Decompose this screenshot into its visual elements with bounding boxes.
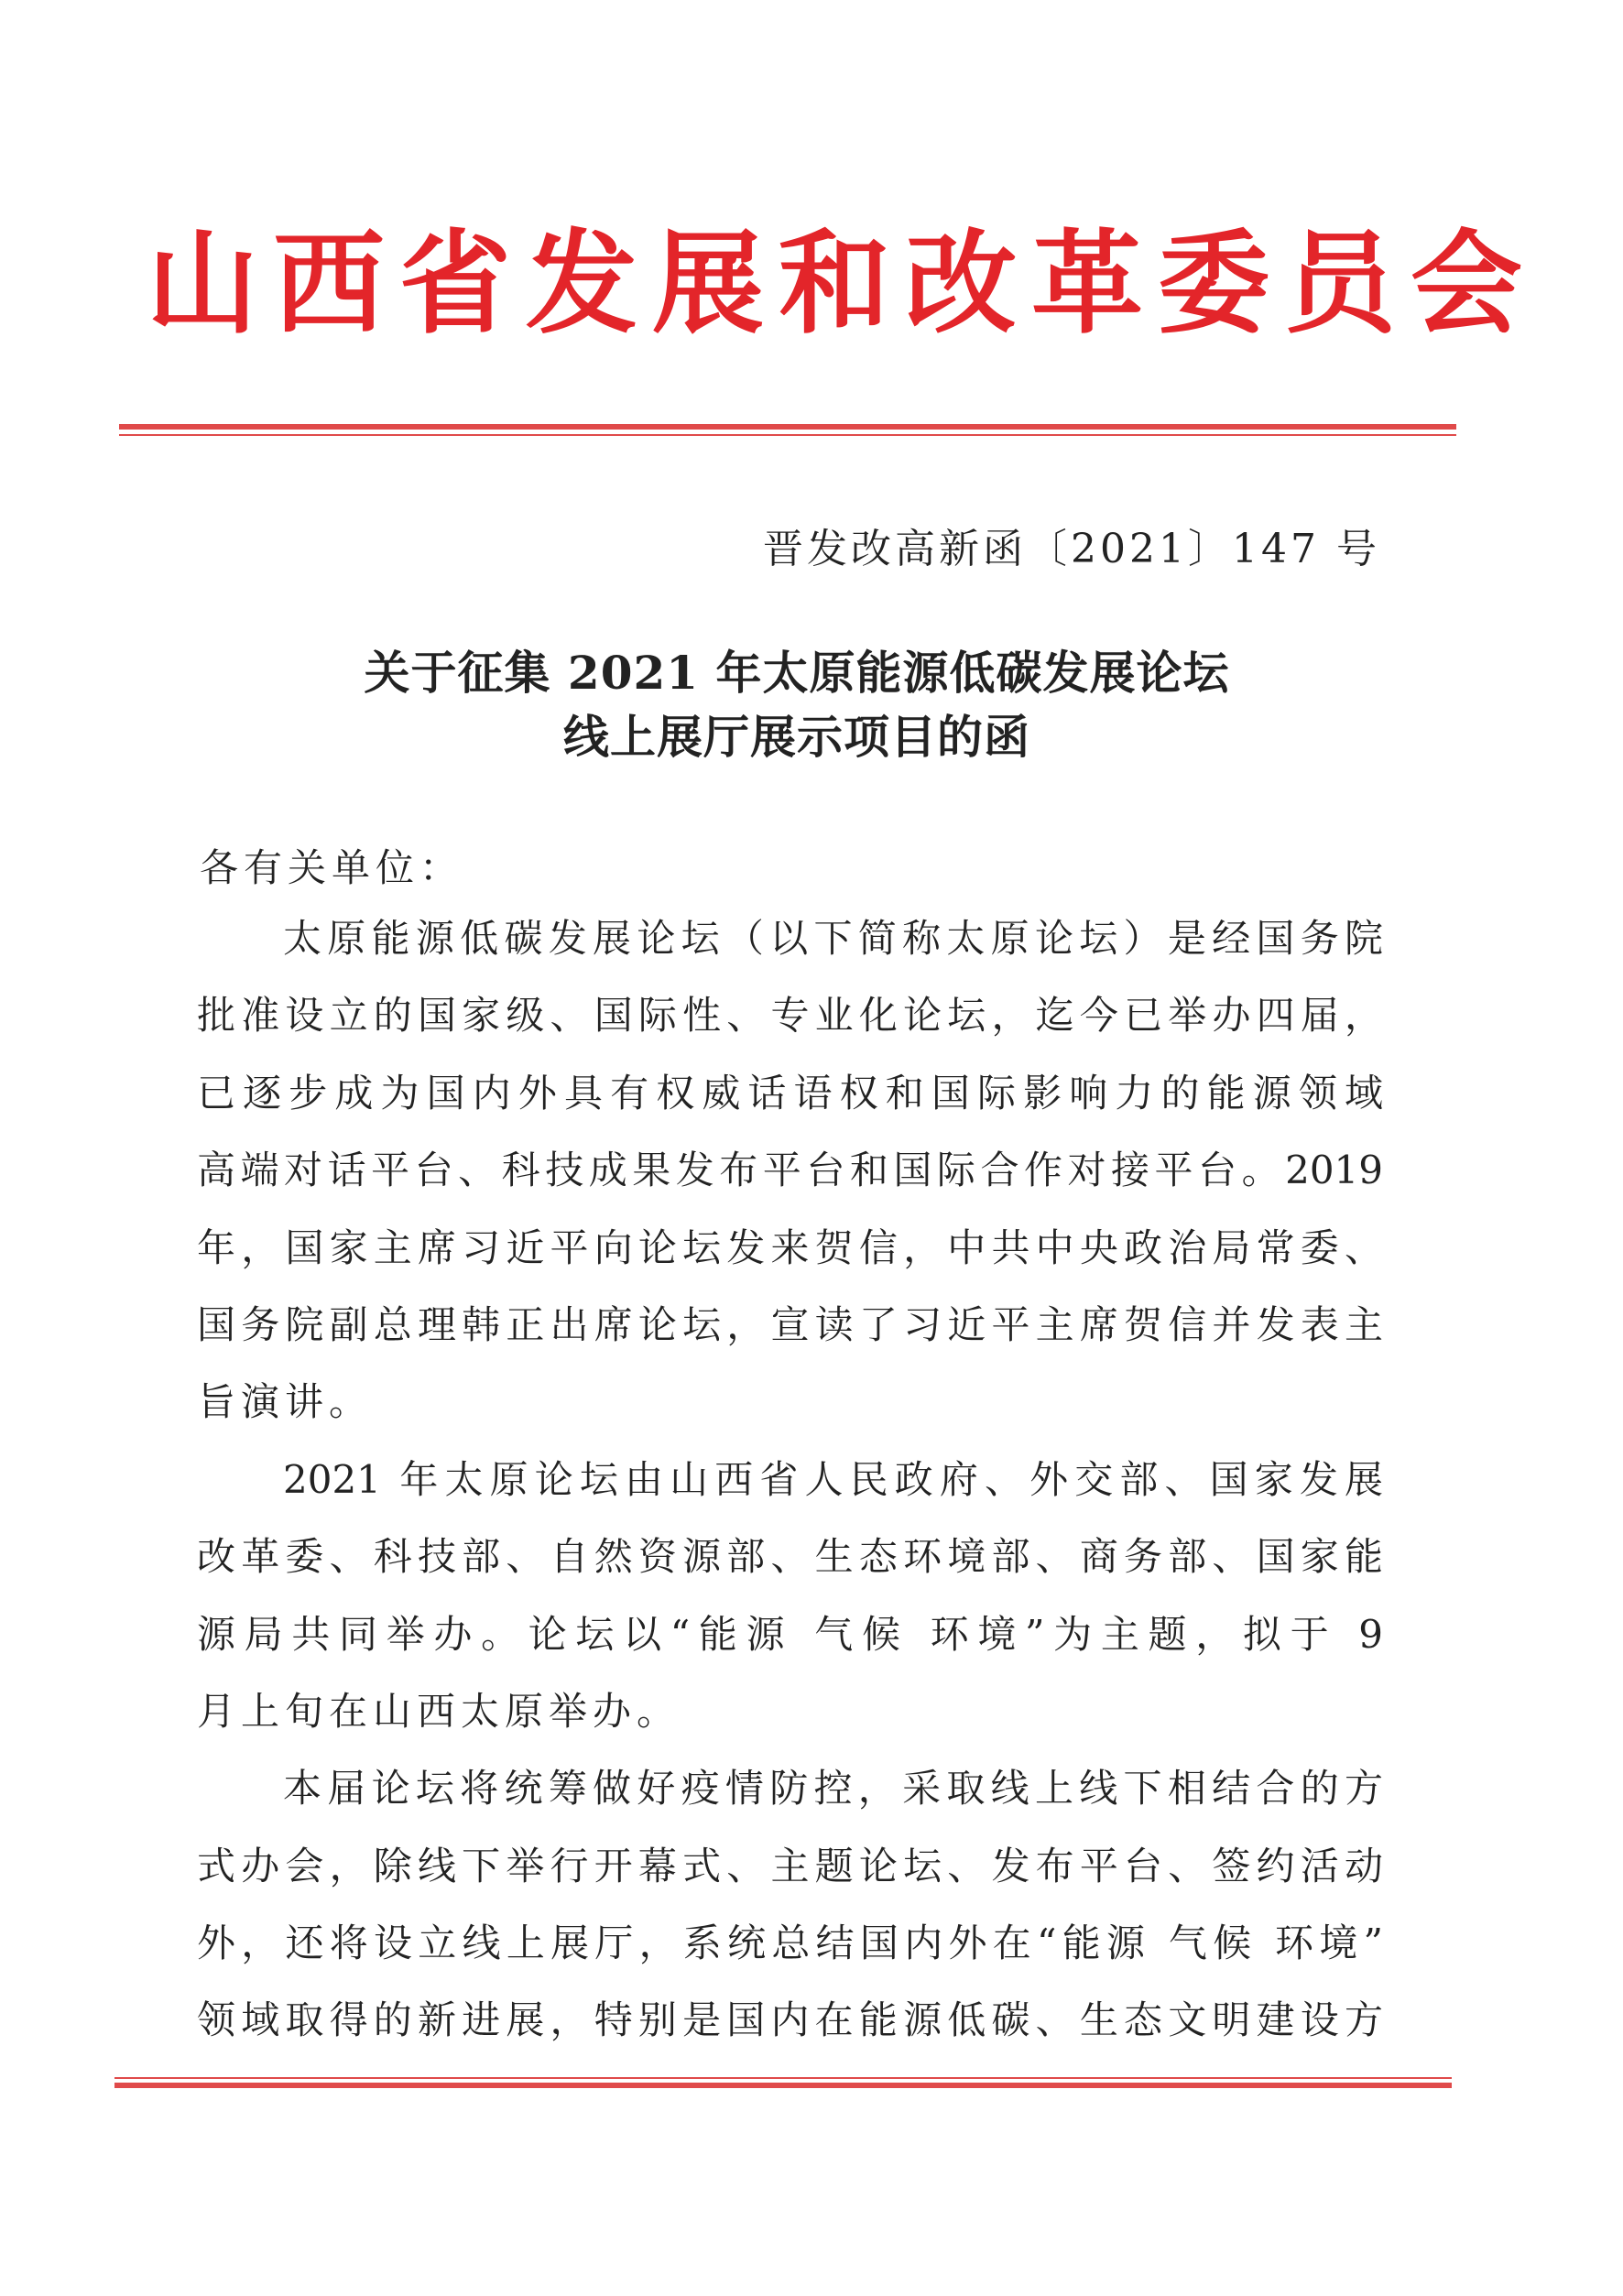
header-rule-thick <box>119 424 1456 430</box>
footer-red-rule <box>114 2077 1452 2092</box>
body-line: 太原能源低碳发展论坛（以下简称太原论坛）是经国务院 <box>283 916 1383 961</box>
header-red-rule <box>119 424 1456 439</box>
body-line: 国务院副总理韩正出席论坛，宣读了习近平主席贺信并发表主 <box>197 1301 1383 1347</box>
document-title-line-1: 关于征集 2021 年太原能源低碳发展论坛 <box>364 646 1230 700</box>
body-line: 外，还将设立线上展厅，系统总结国内外在“能源 气候 环境” <box>197 1921 1383 1966</box>
body-line: 本届论坛将统筹做好疫情防控，采取线上线下相结合的方 <box>283 1766 1383 1812</box>
organization-header: 山西省发展和改革委员会 <box>147 219 1537 349</box>
document-title <box>183 641 1411 769</box>
body-line: 旨演讲。 <box>197 1379 374 1425</box>
body-line: 领域取得的新进展，特别是国内在能源低碳、生态文明建设方 <box>197 1997 1383 2043</box>
document-number: 晋发改高新函〔2021〕147 号 <box>763 526 1380 572</box>
salutation: 各有关单位： <box>200 845 464 890</box>
body-line: 批准设立的国家级、国际性、专业化论坛，迄今已举办四届， <box>197 993 1383 1039</box>
body-line: 已逐步成为国内外具有权威话语权和国际影响力的能源领域 <box>197 1070 1383 1115</box>
body-line: 高端对话平台、科技成果发布平台和国际合作对接平台。2019 <box>197 1148 1383 1193</box>
body-text <box>197 911 1383 2071</box>
footer-rule-thick <box>114 2083 1452 2088</box>
footer-rule-thin <box>114 2077 1452 2079</box>
body-line: 改革委、科技部、自然资源部、生态环境部、商务部、国家能 <box>197 1534 1383 1580</box>
body-line: 月上旬在山西太原举办。 <box>197 1688 681 1734</box>
header-rule-thin <box>119 434 1456 436</box>
body-line: 年，国家主席习近平向论坛发来贺信，中共中央政治局常委、 <box>197 1224 1383 1270</box>
document-title-line-2: 线上展厅展示项目的函 <box>563 710 1030 764</box>
body-line: 源局共同举办。论坛以“能源 气候 环境”为主题，拟于 9 <box>197 1611 1383 1657</box>
body-line: 2021 年太原论坛由山西省人民政府、外交部、国家发展 <box>283 1456 1383 1502</box>
body-line: 式办会，除线下举行开幕式、主题论坛、发布平台、签约活动 <box>197 1843 1383 1888</box>
